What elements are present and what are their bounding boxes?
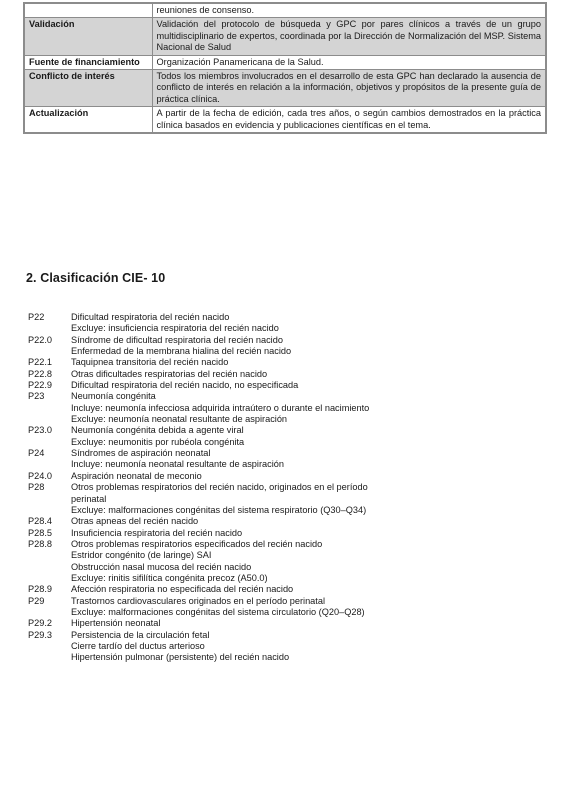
icd10-code-row xyxy=(28,652,548,663)
icd10-code: P29.3 xyxy=(28,629,53,640)
icd10-description: Otras dificultades respiratorias del recién nacido xyxy=(71,368,268,379)
icd10-code-row xyxy=(28,528,548,539)
icd10-code: P29 xyxy=(28,595,45,606)
metadata-row xyxy=(24,107,546,133)
metadata-label: Validación xyxy=(24,18,152,55)
icd10-description: Hipertensión neonatal xyxy=(71,618,161,629)
guideline-metadata-table xyxy=(23,2,547,134)
icd10-description: Síndromes de aspiración neonatal xyxy=(71,448,211,459)
icd10-description: Persistencia de la circulación fetal xyxy=(71,629,210,640)
icd10-code-row xyxy=(28,505,548,516)
icd10-code: P24 xyxy=(28,448,45,459)
icd10-description: Otros problemas respiratorios del recién nacido, originados en el período xyxy=(71,482,368,493)
icd10-description: Insuficiencia respiratoria del recién nacido xyxy=(71,527,243,538)
icd10-code-row xyxy=(28,471,548,482)
icd10-code-row xyxy=(28,562,548,573)
icd10-description: Estridor congénito (de laringe) SAI xyxy=(71,550,212,561)
icd10-code xyxy=(28,494,71,505)
icd10-description: Enfermedad de la membrana hialina del recién nacido xyxy=(71,346,292,357)
icd10-code-row xyxy=(28,403,548,414)
icd10-code-row xyxy=(28,494,548,505)
icd10-code xyxy=(28,459,71,470)
section-title: 2. Clasificación CIE- 10 xyxy=(26,271,166,285)
icd10-description: Otras apneas del recién nacido xyxy=(71,516,199,527)
metadata-row xyxy=(24,18,546,55)
icd10-code-row xyxy=(28,448,548,459)
icd10-code xyxy=(28,437,71,448)
icd10-code-row xyxy=(28,607,548,618)
icd10-description: Dificultad respiratoria del recién nacido, no especificada xyxy=(71,380,299,391)
metadata-description: A partir de la fecha de edición, cada tres años, o según cambios demostrados en la práctica clínica basados en evidencia y publicaciones científicas en el tema. xyxy=(152,107,546,133)
icd10-code: P22 xyxy=(28,312,45,322)
icd10-code xyxy=(28,346,71,357)
icd10-description: Neumonía congénita debida a agente viral xyxy=(71,425,244,436)
metadata-label: Conflicto de interés xyxy=(24,70,152,107)
metadata-label xyxy=(24,3,152,18)
icd10-code xyxy=(28,652,71,663)
icd10-code: P23.0 xyxy=(28,425,53,436)
metadata-description: Organización Panamericana de la Salud. xyxy=(152,55,546,69)
icd10-code-row xyxy=(28,618,548,629)
icd10-code-row xyxy=(28,550,548,561)
icd10-description: Excluye: malformaciones congénitas del sistema circulatorio (Q20–Q28) xyxy=(71,606,365,617)
icd10-description: Incluye: neumonía neonatal resultante de aspiración xyxy=(71,459,284,470)
icd10-code: P24.0 xyxy=(28,470,53,481)
icd10-code-row xyxy=(28,584,548,595)
icd10-code: P23 xyxy=(28,391,45,402)
icd10-description: Trastornos cardiovasculares originados en el período perinatal xyxy=(71,595,325,606)
metadata-label: Actualización xyxy=(24,107,152,133)
icd10-description: Excluye: insuficiencia respiratoria del recién nacido xyxy=(71,323,279,334)
icd10-description: Excluye: rinitis sifilítica congénita precoz (A50.0) xyxy=(71,572,268,583)
icd10-code-row xyxy=(28,516,548,527)
icd10-code xyxy=(28,562,71,573)
icd10-description: Síndrome de dificultad respiratoria del recién nacido xyxy=(71,334,283,345)
icd10-description: Excluye: neumonitis por rubéola congénita xyxy=(71,436,245,447)
icd10-code xyxy=(28,573,71,584)
icd10-code-row xyxy=(28,641,548,652)
icd10-code-row xyxy=(28,312,548,323)
metadata-table-body xyxy=(24,3,546,133)
icd10-description: Taquipnea transitoria del recién nacido xyxy=(71,357,229,368)
icd10-description: Afección respiratoria no especificada del recién nacido xyxy=(71,584,294,595)
icd10-code-row xyxy=(28,335,548,346)
icd10-description: perinatal xyxy=(71,493,107,504)
metadata-description: Validación del protocolo de búsqueda y GPC por pares clínicos a través de un grupo multidisciplinario de expertos, coordinada por la Dirección de Normalización del MSP. Sistema Nacional de Salud xyxy=(152,18,546,55)
icd10-code-row xyxy=(28,539,548,550)
icd10-code-list xyxy=(28,312,548,664)
metadata-row xyxy=(24,55,546,69)
icd10-code xyxy=(28,607,71,618)
icd10-description: Excluye: malformaciones congénitas del sistema respiratorio (Q30–Q34) xyxy=(71,504,367,515)
icd10-description: Aspiración neonatal de meconio xyxy=(71,470,202,481)
metadata-description: reuniones de consenso. xyxy=(152,3,546,18)
icd10-code: P28.8 xyxy=(28,538,53,549)
icd10-description: Otros problemas respiratorios especificados del recién nacido xyxy=(71,538,323,549)
icd10-code: P29.2 xyxy=(28,618,53,629)
icd10-description: Excluye: neumonía neonatal resultante de aspiración xyxy=(71,414,288,425)
icd10-code: P22.9 xyxy=(28,380,53,391)
icd10-code xyxy=(28,403,71,414)
icd10-code-row xyxy=(28,437,548,448)
icd10-code-row xyxy=(28,380,548,391)
metadata-row xyxy=(24,3,546,18)
metadata-label: Fuente de financiamiento xyxy=(24,55,152,69)
icd10-code-row xyxy=(28,630,548,641)
icd10-code-row xyxy=(28,391,548,402)
icd10-code-row xyxy=(28,482,548,493)
icd10-description: Neumonía congénita xyxy=(71,391,156,402)
icd10-code xyxy=(28,550,71,561)
icd10-description: Cierre tardío del ductus arterioso xyxy=(71,640,205,651)
icd10-code-row xyxy=(28,596,548,607)
metadata-row xyxy=(24,70,546,107)
icd10-code: P28.4 xyxy=(28,516,53,527)
icd10-code-row xyxy=(28,425,548,436)
icd10-code-row xyxy=(28,459,548,470)
icd10-code: P28 xyxy=(28,482,45,493)
icd10-code xyxy=(28,505,71,516)
icd10-code: P28.9 xyxy=(28,584,53,595)
icd10-code-row xyxy=(28,323,548,334)
icd10-code-row xyxy=(28,357,548,368)
icd10-code-row xyxy=(28,573,548,584)
icd10-code xyxy=(28,323,71,334)
icd10-code: P22.0 xyxy=(28,334,53,345)
icd10-code-row xyxy=(28,346,548,357)
icd10-description: Incluye: neumonía infecciosa adquirida intraútero o durante el nacimiento xyxy=(71,402,370,413)
icd10-code: P22.1 xyxy=(28,357,53,368)
icd10-description: Obstrucción nasal mucosa del recién nacido xyxy=(71,561,252,572)
icd10-code-row xyxy=(28,414,548,425)
icd10-description: Hipertensión pulmonar (persistente) del recién nacido xyxy=(71,652,290,663)
icd10-code: P22.8 xyxy=(28,368,53,379)
icd10-code-row xyxy=(28,369,548,380)
icd10-code xyxy=(28,414,71,425)
icd10-code xyxy=(28,641,71,652)
icd10-code: P28.5 xyxy=(28,527,53,538)
icd10-description: Dificultad respiratoria del recién nacido xyxy=(71,312,230,322)
metadata-description: Todos los miembros involucrados en el desarrollo de esta GPC han declarado la ausencia de conflicto de interés en relación a la información, objetivos y propósitos de la presente guía de práctica clínica. xyxy=(152,70,546,107)
